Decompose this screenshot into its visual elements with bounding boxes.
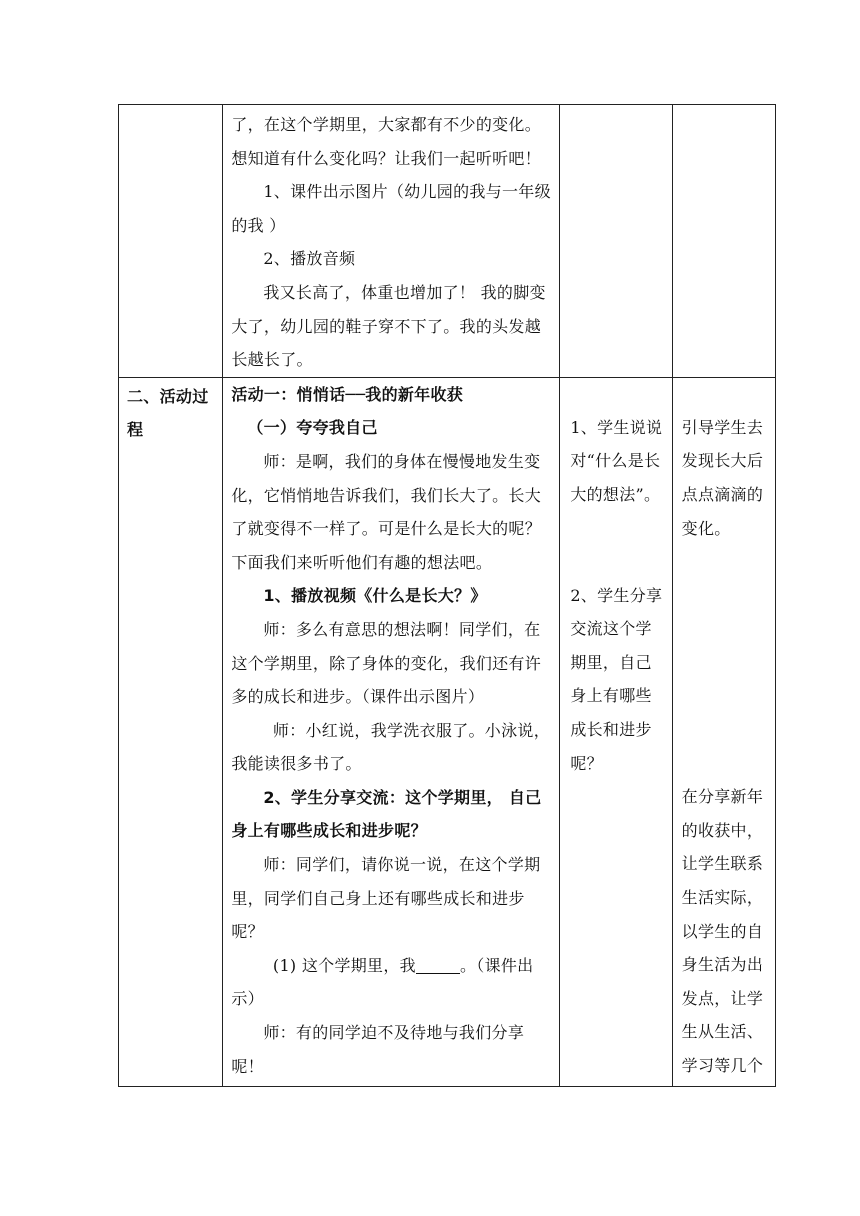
step-heading: 1、播放视频《什么是长大？》 xyxy=(263,586,487,606)
activity-title: 活动一：悄悄话──我的新年收获 xyxy=(231,384,464,404)
row1-student-cell xyxy=(560,105,672,378)
student-item: 1、学生说说对“什么是长大的想法”。 xyxy=(570,417,663,504)
intent-note: 在分享新年的收获中，让学生联系生活实际，以学生的自身生活为出发点，让学生从生活、学习等几个 xyxy=(681,787,764,1075)
teacher-activity-cell xyxy=(223,377,560,1086)
fill-in-prompt xyxy=(231,949,553,1016)
stage-label: 二、活动过程 xyxy=(127,386,209,440)
paragraph: 师：多么有意思的想法啊！同学们，在这个学期里，除了身体的变化，我们还有许多的成长和进步。（课件出示图片） xyxy=(231,619,542,707)
row1-line: 2、播放音频 xyxy=(263,249,356,269)
lesson-plan-table xyxy=(118,104,776,1087)
row1-line: 1、课件出示图片（幼儿园的我与一年级的我 ） xyxy=(231,182,551,235)
row1-line: 我又长高了，体重也增加了！ 我的脚变大了，幼儿园的鞋子穿不下了。我的头发越长越长了。 xyxy=(231,282,546,370)
section-heading: （一）夸夸我自己 xyxy=(247,418,378,438)
row1-content-cell xyxy=(223,105,560,378)
prompt-text: (1) 这个学期里，我 xyxy=(272,955,416,975)
paragraph: 师：小红说，我学洗衣服了。小泳说，我能读很多书了。 xyxy=(231,720,551,774)
row1-line: 了，在这个学期里，大家都有不少的变化。 xyxy=(231,115,542,134)
row1-intent-cell xyxy=(672,105,775,378)
table-row xyxy=(119,105,776,378)
intent-note: 引导学生去发现长大后点点滴滴的变化。 xyxy=(681,417,764,538)
student-activity-cell xyxy=(560,377,672,1086)
blank-line xyxy=(416,955,460,974)
row1-stage-cell xyxy=(119,105,223,378)
student-item: 2、学生分享交流这个学期里，自己身上有哪些成长和进步呢？ xyxy=(570,585,663,773)
paragraph: 师：同学们，请你说一说，在这个学期里，同学们自己身上还有哪些成长和进步呢？ xyxy=(231,855,541,942)
paragraph: 师：是啊，我们的身体在慢慢地发生变化，它悄悄地告诉我们，我们长大了。长大了就变得不一样了。可是什么是长大的呢？下面我们来听听他们有趣的想法吧。 xyxy=(231,451,542,572)
table-row xyxy=(119,377,776,1086)
stage-cell xyxy=(119,377,223,1086)
paragraph: 师：有的同学迫不及待地与我们分享呢！ xyxy=(231,1023,525,1076)
step-heading: 2、学生分享交流：这个学期里， 自己身上有哪些成长和进步呢？ xyxy=(231,787,542,841)
prompt-text: 。（课件出示） xyxy=(231,955,534,1009)
design-intent-cell xyxy=(672,377,775,1086)
row1-line: 想知道有什么变化吗？让我们一起听听吧！ xyxy=(231,148,542,168)
